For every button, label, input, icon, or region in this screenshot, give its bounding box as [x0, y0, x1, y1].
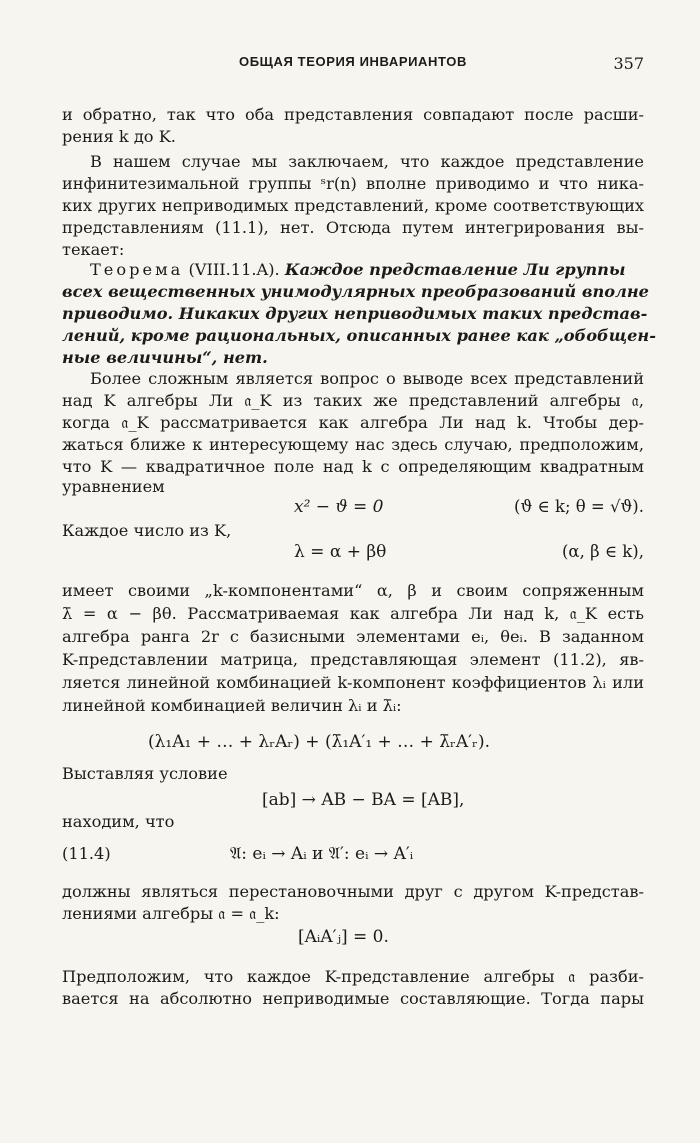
theorem-label: Теорема	[90, 260, 184, 279]
equation-number: λ = α + βθ	[294, 542, 387, 562]
text-line: В нашем случае мы заключаем, что каждое представление	[90, 152, 644, 171]
text-line: линейной комбинацией величин λᵢ и λ̄ᵢ:	[62, 696, 402, 715]
text-line: рения k до K.	[62, 127, 176, 146]
text-line: и обратно, так что оба представления совпадают после расши-	[62, 105, 644, 124]
running-title: ОБЩАЯ ТЕОРИЯ ИНВАРИАНТОВ	[239, 54, 467, 69]
theorem-line: всех вещественных унимодулярных преобразований вполне	[62, 282, 649, 301]
text-line: лениями алгебры 𝔞 = 𝔞_k:	[62, 904, 280, 923]
theorem-first-line	[90, 259, 644, 281]
text-line: текает:	[62, 240, 125, 259]
book-page	[62, 0, 656, 1143]
equation-number-label: (11.4)	[62, 844, 111, 863]
theorem-text: Каждое представление Ли группы	[284, 260, 626, 279]
text-line: K-представлении матрица, представляющая элемент (11.2), яв-	[62, 650, 644, 669]
text-line: инфинитезимальной группы ˢr(n) вполне приводимо и что ника-	[62, 174, 644, 193]
text-line: должны являться перестановочными друг с другом K-представ-	[62, 882, 644, 901]
text-line: находим, что	[62, 812, 175, 831]
equation-bracket: [ab] → AB − BA = [AB],	[262, 790, 465, 810]
text-line: представлениям (11.1), нет. Отсюда путем интегрирования вы-	[62, 218, 644, 237]
text-line: Более сложным является вопрос о выводе всех представлений	[90, 369, 644, 388]
equation-linear-combination: (λ₁A₁ + … + λᵣAᵣ) + (λ̄₁A′₁ + … + λ̄ᵣA′ᵣ).	[148, 732, 490, 752]
equation-representations: 𝔄: eᵢ → Aᵢ и 𝔄′: eᵢ → A′ᵢ	[230, 844, 414, 864]
theorem-line: лений, кроме рациональных, описанных ранее как „обобщен-	[62, 326, 656, 345]
text-line: когда 𝔞_K рассматривается как алгебра Ли над k. Чтобы дер-	[62, 413, 644, 432]
text-line: жаться ближе к интересующему нас здесь случаю, предположим,	[62, 435, 644, 454]
text-line: над K алгебры Ли 𝔞_K из таких же представлений алгебры 𝔞,	[62, 391, 644, 410]
text-line: Предположим, что каждое K-представление алгебры 𝔞 разби-	[62, 967, 644, 986]
theorem-line: приводимо. Никаких других неприводимых таких представ-	[62, 304, 648, 323]
equation-commutation: [AᵢA′ⱼ] = 0.	[298, 927, 389, 947]
text-line: λ̄ = α − βθ. Рассматриваемая как алгебра Ли над k, 𝔞_K есть	[62, 604, 644, 623]
text-line: уравнением	[62, 477, 165, 496]
text-line: ких других неприводимых представлений, кроме соответствующих	[62, 196, 644, 215]
text-line: ляется линейной комбинацией k-компонент коэффициентов λᵢ или	[62, 673, 644, 692]
equation-condition: (α, β ∈ k),	[562, 542, 644, 561]
equation-quadratic: x² − ϑ = 0	[294, 497, 384, 517]
text-line: что K — квадратичное поле над k с определяющим квадратным	[62, 457, 644, 476]
theorem-number: (VIII.11.A).	[183, 260, 285, 279]
text-line: Выставляя условие	[62, 764, 228, 783]
text-line: имеет своими „k-компонентами“ α, β и своим сопряженным	[62, 581, 644, 600]
theorem-line: ные величины“, нет.	[62, 348, 268, 367]
page-header	[62, 54, 644, 76]
page-number: 357	[613, 54, 644, 73]
text-line: алгебра ранга 2r с базисными элементами eᵢ, θeᵢ. В заданном	[62, 627, 644, 646]
text-line: вается на абсолютно неприводимые составляющие. Тогда пары	[62, 989, 644, 1008]
text-line: Каждое число из K,	[62, 521, 232, 540]
equation-condition: (ϑ ∈ k; θ = √ϑ).	[514, 497, 644, 516]
